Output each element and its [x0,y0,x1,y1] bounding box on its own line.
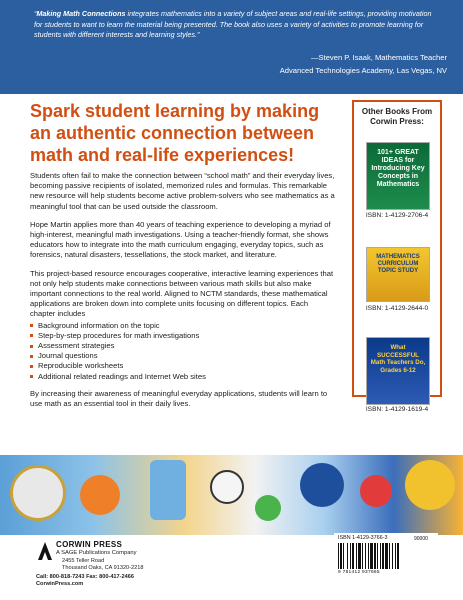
body-paragraph-1: Students often fail to make the connection between “school math” and their everyday lives, becoming passive recipients of isolated, memorized rules and formulas. This remarkable new resource will help students become active problem-solvers who see mathematics as a meaningful tool that can be used outside the classroom. [30,171,335,211]
beaker-image [150,460,186,520]
publisher-address-2: Thousand Oaks, CA 91320-2218 [62,565,144,571]
barcode-stripe [356,543,357,569]
sphere-image [80,475,120,515]
barcode-addon: 90000 [414,536,428,542]
clock-image [10,465,66,521]
quote-band [0,0,463,94]
book-cover-title: 101+ GREAT IDEAS for Introducing Key Concepts in Mathematics [371,149,425,188]
green-ball-image [255,495,281,521]
barcode-isbn: ISBN 1-4129-3766-3 [338,535,388,541]
red-ball-image [360,475,392,507]
quote-open-mark: “ [34,9,37,18]
list-item: Reproducible worksheets [30,361,335,371]
barcode-stripe [380,543,381,569]
barcode-stripe [358,543,361,569]
publisher-subtitle: A SAGE Publications Company [56,550,137,556]
review-quote [34,9,438,41]
body-paragraph-3: This project-based resource encourages cooperative, interactive learning experiences that not only help students make connections between various math skills but also make important connections to the real world. Aligned to NCTM standards, these mathematical applications are broken down into complete units focusing on different topics. Each chapter includes [30,268,334,319]
barcode-stripe [377,543,378,569]
chapter-features-list [30,321,335,382]
barcode-stripe [347,543,348,569]
barcode-stripe [392,543,393,569]
quote-book-title: Making Math Connections [36,9,126,18]
barcode-stripe [374,543,376,569]
list-item: Step-by-step procedures for math investigations [30,331,335,341]
barcode-stripe [389,543,390,569]
body-copy [30,171,335,417]
quote-attribution-name: —Steven P. Isaak, Mathematics Teacher [310,53,447,62]
barcode-stripe [340,543,342,569]
barcode-stripe [343,543,344,569]
barcode-stripe [365,543,366,569]
soccer-ball-image [210,470,244,504]
globe-image [300,463,344,507]
barcode-stripe [338,543,339,569]
barcode-stripe [350,543,351,569]
quote-text: integrates mathematics into a variety of subject areas and real-life settings, providing motivation for students to want to learn the material being presented. The book also uses a variety of activities to promote learning for students with different interests and learning styles.” [34,9,432,40]
body-paragraph-2: Hope Martin applies more than 40 years of teaching experience to developing a myriad of high-interest, meaningful math investigations. Using a teacher-friendly format, she shows educators how to integrate into the math curriculum engaging, everyday topics, such as forensics, natural disasters, tessellations, the stock market, and literature. [30,219,331,260]
barcode-stripe [395,543,396,569]
list-item: Assessment strategies [30,341,335,351]
quote-attribution-org: Advanced Technologies Academy, Las Vegas, NV [279,66,447,75]
yellow-ball-image [405,460,455,510]
book-cover-curriculum-topic-study [366,247,430,302]
corwin-bird-logo-icon [36,540,54,562]
barcode-stripe [352,543,354,569]
book-cover-title: What SUCCESSFUL Math Teachers Do, Grades 6-12 [370,344,426,374]
barcode-number: 9 781412 937665 [338,570,380,575]
book-cover-successful-math-teachers [366,337,430,405]
publisher-name: CORWIN PRESS [56,540,123,549]
publisher-contact: Call: 800-818-7243 Fax: 800-417-2466 [36,574,134,580]
publisher-website: CorwinPress.com [36,581,84,587]
math-photo-collage [0,455,463,535]
book-cover-title: MATHEMATICS CURRICULUM TOPIC STUDY [376,254,420,274]
book-isbn: ISBN: 1-4129-1619-4 [365,406,429,413]
list-item: Additional related readings and Internet Web sites [30,372,335,382]
barcode-stripe [397,543,399,569]
barcode-stripe [370,543,373,569]
book-cover-101-great-ideas [366,142,430,210]
publisher-address-1: 2455 Teller Road [62,558,105,564]
list-item: Journal questions [30,351,335,361]
isbn-barcode [334,533,438,579]
barcode-stripe [382,543,384,569]
sidebar-title: Other Books From Corwin Press: [361,107,433,126]
book-isbn: ISBN: 1-4129-2706-4 [365,212,429,219]
list-item: Background information on the topic [30,321,335,331]
barcode-stripe [385,543,388,569]
book-isbn: ISBN: 1-4129-2644-0 [365,305,429,312]
barcode-stripe [362,543,363,569]
body-paragraph-4: By increasing their awareness of meaningful everyday applications, students will learn to use math as an essential tool in their daily lives. [30,388,328,409]
other-books-sidebar [352,100,442,413]
headline: Spark student learning by making an authentic connection between math and real-life experiences! [30,101,320,165]
barcode-stripe [368,543,369,569]
